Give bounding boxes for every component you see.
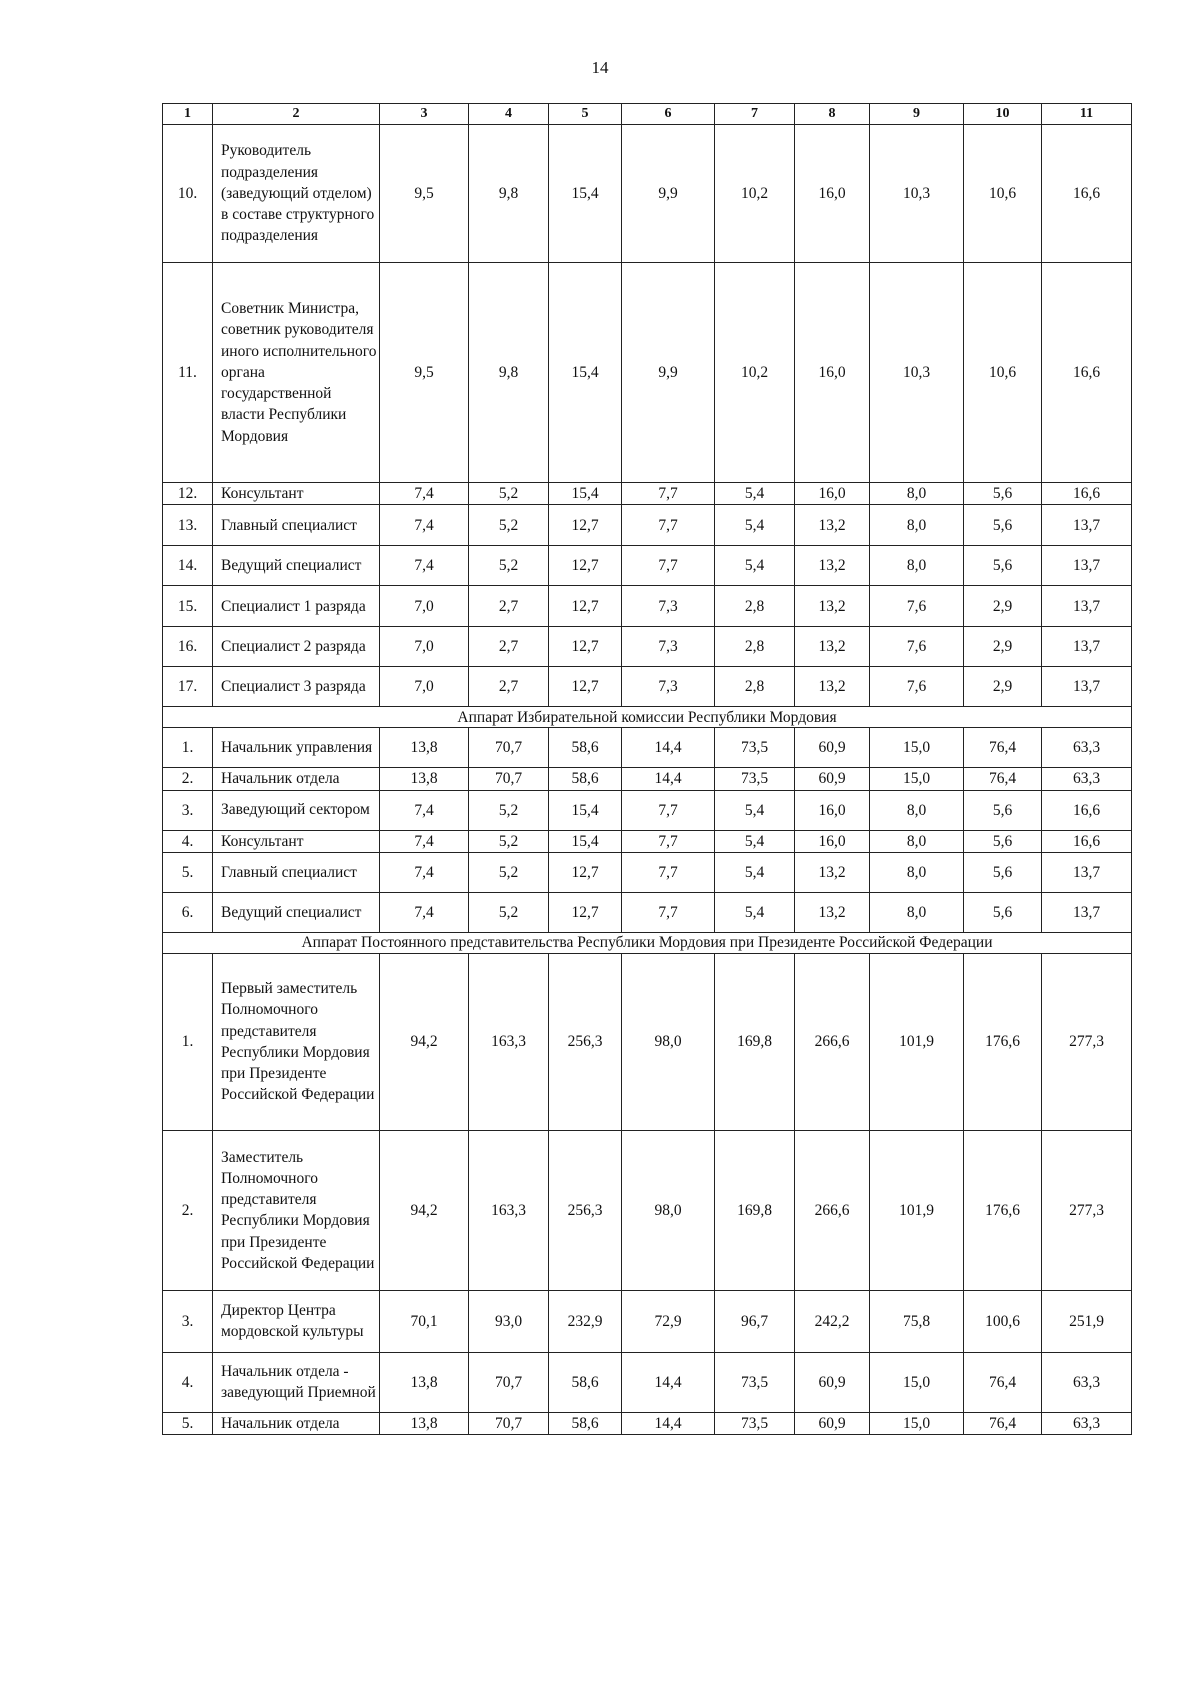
value-cell: 266,6 bbox=[795, 953, 870, 1130]
table-row bbox=[163, 728, 1132, 768]
value-cell: 5,6 bbox=[964, 505, 1042, 546]
value-cell: 15,0 bbox=[870, 1412, 964, 1434]
value-cell: 242,2 bbox=[795, 1290, 870, 1352]
value-cell: 72,9 bbox=[622, 1290, 715, 1352]
position-name: Начальник отдела bbox=[213, 768, 380, 790]
value-cell: 94,2 bbox=[380, 953, 469, 1130]
value-cell: 7,6 bbox=[870, 667, 964, 707]
value-cell: 163,3 bbox=[469, 953, 549, 1130]
value-cell: 13,7 bbox=[1042, 505, 1132, 546]
value-cell: 14,4 bbox=[622, 1352, 715, 1412]
value-cell: 12,7 bbox=[549, 586, 622, 627]
value-cell: 13,2 bbox=[795, 852, 870, 892]
value-cell: 2,7 bbox=[469, 586, 549, 627]
value-cell: 15,0 bbox=[870, 728, 964, 768]
position-name: Специалист 2 разряда bbox=[213, 627, 380, 667]
value-cell: 58,6 bbox=[549, 1352, 622, 1412]
value-cell: 5,4 bbox=[715, 892, 795, 932]
position-name: Специалист 3 разряда bbox=[213, 667, 380, 707]
value-cell: 8,0 bbox=[870, 892, 964, 932]
value-cell: 13,8 bbox=[380, 768, 469, 790]
row-number: 11. bbox=[163, 263, 213, 483]
position-name: Ведущий специалист bbox=[213, 546, 380, 586]
value-cell: 73,5 bbox=[715, 728, 795, 768]
value-cell: 63,3 bbox=[1042, 1412, 1132, 1434]
value-cell: 13,2 bbox=[795, 546, 870, 586]
table-row bbox=[163, 505, 1132, 546]
value-cell: 100,6 bbox=[964, 1290, 1042, 1352]
position-name: Консультант bbox=[213, 483, 380, 505]
value-cell: 7,6 bbox=[870, 627, 964, 667]
value-cell: 7,7 bbox=[622, 852, 715, 892]
row-number: 5. bbox=[163, 852, 213, 892]
table-row bbox=[163, 586, 1132, 627]
value-cell: 2,7 bbox=[469, 627, 549, 667]
value-cell: 16,6 bbox=[1042, 263, 1132, 483]
value-cell: 7,4 bbox=[380, 505, 469, 546]
value-cell: 14,4 bbox=[622, 768, 715, 790]
value-cell: 5,6 bbox=[964, 830, 1042, 852]
row-number: 15. bbox=[163, 586, 213, 627]
value-cell: 12,7 bbox=[549, 667, 622, 707]
value-cell: 60,9 bbox=[795, 1352, 870, 1412]
row-number: 5. bbox=[163, 1412, 213, 1434]
value-cell: 163,3 bbox=[469, 1130, 549, 1290]
value-cell: 5,2 bbox=[469, 892, 549, 932]
row-number: 1. bbox=[163, 953, 213, 1130]
column-number-header: 6 bbox=[622, 104, 715, 125]
position-name: Советник Министра, советник руководителя иного исполнительного органа государственной власти Республики Мордовия bbox=[213, 263, 380, 483]
value-cell: 14,4 bbox=[622, 1412, 715, 1434]
value-cell: 5,2 bbox=[469, 483, 549, 505]
row-number: 1. bbox=[163, 728, 213, 768]
value-cell: 16,0 bbox=[795, 263, 870, 483]
position-name: Главный специалист bbox=[213, 852, 380, 892]
position-name: Консультант bbox=[213, 830, 380, 852]
value-cell: 101,9 bbox=[870, 1130, 964, 1290]
value-cell: 9,8 bbox=[469, 263, 549, 483]
value-cell: 13,2 bbox=[795, 892, 870, 932]
value-cell: 60,9 bbox=[795, 1412, 870, 1434]
value-cell: 5,4 bbox=[715, 483, 795, 505]
value-cell: 76,4 bbox=[964, 728, 1042, 768]
value-cell: 16,6 bbox=[1042, 483, 1132, 505]
value-cell: 13,7 bbox=[1042, 586, 1132, 627]
value-cell: 10,3 bbox=[870, 263, 964, 483]
table-row bbox=[163, 483, 1132, 505]
value-cell: 15,4 bbox=[549, 125, 622, 263]
value-cell: 266,6 bbox=[795, 1130, 870, 1290]
value-cell: 15,0 bbox=[870, 768, 964, 790]
value-cell: 93,0 bbox=[469, 1290, 549, 1352]
salary-table bbox=[162, 103, 1132, 1435]
position-name: Ведущий специалист bbox=[213, 892, 380, 932]
value-cell: 7,7 bbox=[622, 790, 715, 830]
value-cell: 5,2 bbox=[469, 790, 549, 830]
value-cell: 10,2 bbox=[715, 125, 795, 263]
value-cell: 2,7 bbox=[469, 667, 549, 707]
value-cell: 5,4 bbox=[715, 546, 795, 586]
value-cell: 232,9 bbox=[549, 1290, 622, 1352]
value-cell: 70,7 bbox=[469, 728, 549, 768]
value-cell: 2,8 bbox=[715, 667, 795, 707]
value-cell: 10,6 bbox=[964, 125, 1042, 263]
value-cell: 2,8 bbox=[715, 627, 795, 667]
value-cell: 169,8 bbox=[715, 1130, 795, 1290]
value-cell: 12,7 bbox=[549, 505, 622, 546]
table-row bbox=[163, 667, 1132, 707]
position-name: Главный специалист bbox=[213, 505, 380, 546]
value-cell: 7,7 bbox=[622, 892, 715, 932]
value-cell: 5,2 bbox=[469, 830, 549, 852]
table-row bbox=[163, 852, 1132, 892]
value-cell: 13,8 bbox=[380, 1412, 469, 1434]
value-cell: 15,4 bbox=[549, 263, 622, 483]
section-title: Аппарат Избирательной комиссии Республики Мордовия bbox=[163, 707, 1132, 728]
value-cell: 13,7 bbox=[1042, 892, 1132, 932]
value-cell: 5,6 bbox=[964, 790, 1042, 830]
column-number-header: 7 bbox=[715, 104, 795, 125]
value-cell: 8,0 bbox=[870, 483, 964, 505]
value-cell: 13,7 bbox=[1042, 546, 1132, 586]
column-number-header: 4 bbox=[469, 104, 549, 125]
value-cell: 7,7 bbox=[622, 830, 715, 852]
row-number: 6. bbox=[163, 892, 213, 932]
value-cell: 13,8 bbox=[380, 1352, 469, 1412]
value-cell: 2,8 bbox=[715, 586, 795, 627]
value-cell: 176,6 bbox=[964, 1130, 1042, 1290]
value-cell: 15,0 bbox=[870, 1352, 964, 1412]
value-cell: 7,6 bbox=[870, 586, 964, 627]
value-cell: 176,6 bbox=[964, 953, 1042, 1130]
value-cell: 7,4 bbox=[380, 852, 469, 892]
row-number: 2. bbox=[163, 1130, 213, 1290]
value-cell: 9,9 bbox=[622, 263, 715, 483]
value-cell: 9,9 bbox=[622, 125, 715, 263]
value-cell: 5,4 bbox=[715, 505, 795, 546]
value-cell: 58,6 bbox=[549, 768, 622, 790]
value-cell: 12,7 bbox=[549, 627, 622, 667]
value-cell: 5,2 bbox=[469, 546, 549, 586]
value-cell: 13,7 bbox=[1042, 627, 1132, 667]
value-cell: 70,7 bbox=[469, 1412, 549, 1434]
value-cell: 169,8 bbox=[715, 953, 795, 1130]
position-name: Первый заместитель Полномочного представителя Республики Мордовия при Президенте Российской Федерации bbox=[213, 953, 380, 1130]
value-cell: 5,2 bbox=[469, 852, 549, 892]
section-header-row bbox=[163, 707, 1132, 728]
value-cell: 2,9 bbox=[964, 586, 1042, 627]
value-cell: 256,3 bbox=[549, 1130, 622, 1290]
table-row bbox=[163, 768, 1132, 790]
value-cell: 14,4 bbox=[622, 728, 715, 768]
value-cell: 73,5 bbox=[715, 1352, 795, 1412]
column-number-header: 11 bbox=[1042, 104, 1132, 125]
value-cell: 7,4 bbox=[380, 483, 469, 505]
value-cell: 63,3 bbox=[1042, 728, 1132, 768]
row-number: 3. bbox=[163, 790, 213, 830]
row-number: 10. bbox=[163, 125, 213, 263]
row-number: 17. bbox=[163, 667, 213, 707]
value-cell: 60,9 bbox=[795, 768, 870, 790]
column-number-header: 10 bbox=[964, 104, 1042, 125]
value-cell: 12,7 bbox=[549, 852, 622, 892]
value-cell: 16,0 bbox=[795, 790, 870, 830]
value-cell: 5,4 bbox=[715, 852, 795, 892]
value-cell: 10,6 bbox=[964, 263, 1042, 483]
table-row bbox=[163, 1352, 1132, 1412]
value-cell: 15,4 bbox=[549, 483, 622, 505]
table-row bbox=[163, 892, 1132, 932]
value-cell: 2,9 bbox=[964, 667, 1042, 707]
column-number-header: 8 bbox=[795, 104, 870, 125]
value-cell: 76,4 bbox=[964, 1412, 1042, 1434]
column-number-header: 5 bbox=[549, 104, 622, 125]
value-cell: 5,6 bbox=[964, 852, 1042, 892]
value-cell: 16,6 bbox=[1042, 125, 1132, 263]
value-cell: 98,0 bbox=[622, 953, 715, 1130]
value-cell: 15,4 bbox=[549, 830, 622, 852]
column-number-row bbox=[163, 104, 1132, 125]
row-number: 4. bbox=[163, 830, 213, 852]
value-cell: 8,0 bbox=[870, 546, 964, 586]
table-row bbox=[163, 263, 1132, 483]
value-cell: 7,3 bbox=[622, 667, 715, 707]
table-row bbox=[163, 1130, 1132, 1290]
value-cell: 8,0 bbox=[870, 790, 964, 830]
section-header-row bbox=[163, 932, 1132, 953]
value-cell: 70,7 bbox=[469, 1352, 549, 1412]
value-cell: 73,5 bbox=[715, 1412, 795, 1434]
position-name: Специалист 1 разряда bbox=[213, 586, 380, 627]
section-title: Аппарат Постоянного представительства Республики Мордовия при Президенте Российской Федерации bbox=[163, 932, 1132, 953]
value-cell: 5,6 bbox=[964, 892, 1042, 932]
column-number-header: 9 bbox=[870, 104, 964, 125]
value-cell: 13,2 bbox=[795, 627, 870, 667]
value-cell: 277,3 bbox=[1042, 953, 1132, 1130]
value-cell: 9,5 bbox=[380, 125, 469, 263]
table-row bbox=[163, 1412, 1132, 1434]
value-cell: 70,1 bbox=[380, 1290, 469, 1352]
position-name: Начальник управления bbox=[213, 728, 380, 768]
value-cell: 94,2 bbox=[380, 1130, 469, 1290]
value-cell: 7,0 bbox=[380, 586, 469, 627]
value-cell: 251,9 bbox=[1042, 1290, 1132, 1352]
value-cell: 5,6 bbox=[964, 546, 1042, 586]
value-cell: 256,3 bbox=[549, 953, 622, 1130]
value-cell: 58,6 bbox=[549, 1412, 622, 1434]
value-cell: 13,2 bbox=[795, 586, 870, 627]
value-cell: 7,3 bbox=[622, 586, 715, 627]
value-cell: 7,7 bbox=[622, 483, 715, 505]
value-cell: 12,7 bbox=[549, 892, 622, 932]
value-cell: 16,6 bbox=[1042, 830, 1132, 852]
column-number-header: 1 bbox=[163, 104, 213, 125]
row-number: 4. bbox=[163, 1352, 213, 1412]
value-cell: 8,0 bbox=[870, 830, 964, 852]
value-cell: 13,2 bbox=[795, 505, 870, 546]
value-cell: 8,0 bbox=[870, 505, 964, 546]
value-cell: 98,0 bbox=[622, 1130, 715, 1290]
value-cell: 7,7 bbox=[622, 546, 715, 586]
value-cell: 5,4 bbox=[715, 790, 795, 830]
value-cell: 73,5 bbox=[715, 768, 795, 790]
page-number: 14 bbox=[591, 58, 609, 77]
row-number: 3. bbox=[163, 1290, 213, 1352]
value-cell: 5,2 bbox=[469, 505, 549, 546]
value-cell: 8,0 bbox=[870, 852, 964, 892]
value-cell: 277,3 bbox=[1042, 1130, 1132, 1290]
value-cell: 13,2 bbox=[795, 667, 870, 707]
value-cell: 58,6 bbox=[549, 728, 622, 768]
table-row bbox=[163, 125, 1132, 263]
value-cell: 9,5 bbox=[380, 263, 469, 483]
table-row bbox=[163, 953, 1132, 1130]
position-name: Заведующий сектором bbox=[213, 790, 380, 830]
value-cell: 7,4 bbox=[380, 790, 469, 830]
value-cell: 70,7 bbox=[469, 768, 549, 790]
value-cell: 16,0 bbox=[795, 830, 870, 852]
value-cell: 9,8 bbox=[469, 125, 549, 263]
value-cell: 10,2 bbox=[715, 263, 795, 483]
value-cell: 5,6 bbox=[964, 483, 1042, 505]
position-name: Директор Центра мордовской культуры bbox=[213, 1290, 380, 1352]
value-cell: 5,4 bbox=[715, 830, 795, 852]
value-cell: 15,4 bbox=[549, 790, 622, 830]
value-cell: 12,7 bbox=[549, 546, 622, 586]
position-name: Начальник отдела - заведующий Приемной bbox=[213, 1352, 380, 1412]
table-row bbox=[163, 790, 1132, 830]
table-row bbox=[163, 627, 1132, 667]
value-cell: 16,0 bbox=[795, 125, 870, 263]
value-cell: 75,8 bbox=[870, 1290, 964, 1352]
value-cell: 13,7 bbox=[1042, 667, 1132, 707]
table-row bbox=[163, 546, 1132, 586]
row-number: 12. bbox=[163, 483, 213, 505]
value-cell: 7,4 bbox=[380, 546, 469, 586]
row-number: 14. bbox=[163, 546, 213, 586]
value-cell: 63,3 bbox=[1042, 1352, 1132, 1412]
value-cell: 7,0 bbox=[380, 627, 469, 667]
value-cell: 7,7 bbox=[622, 505, 715, 546]
position-name: Начальник отдела bbox=[213, 1412, 380, 1434]
value-cell: 2,9 bbox=[964, 627, 1042, 667]
value-cell: 7,0 bbox=[380, 667, 469, 707]
value-cell: 16,0 bbox=[795, 483, 870, 505]
position-name: Заместитель Полномочного представителя Республики Мордовия при Президенте Российской Федерации bbox=[213, 1130, 380, 1290]
row-number: 2. bbox=[163, 768, 213, 790]
value-cell: 63,3 bbox=[1042, 768, 1132, 790]
value-cell: 7,4 bbox=[380, 830, 469, 852]
value-cell: 16,6 bbox=[1042, 790, 1132, 830]
value-cell: 7,3 bbox=[622, 627, 715, 667]
column-number-header: 2 bbox=[213, 104, 380, 125]
value-cell: 76,4 bbox=[964, 1352, 1042, 1412]
table-row bbox=[163, 830, 1132, 852]
position-name: Руководитель подразделения (заведующий отделом) в составе структурного подразделения bbox=[213, 125, 380, 263]
value-cell: 7,4 bbox=[380, 892, 469, 932]
value-cell: 101,9 bbox=[870, 953, 964, 1130]
column-number-header: 3 bbox=[380, 104, 469, 125]
value-cell: 96,7 bbox=[715, 1290, 795, 1352]
value-cell: 13,8 bbox=[380, 728, 469, 768]
value-cell: 60,9 bbox=[795, 728, 870, 768]
row-number: 13. bbox=[163, 505, 213, 546]
value-cell: 76,4 bbox=[964, 768, 1042, 790]
table-row bbox=[163, 1290, 1132, 1352]
row-number: 16. bbox=[163, 627, 213, 667]
value-cell: 13,7 bbox=[1042, 852, 1132, 892]
value-cell: 10,3 bbox=[870, 125, 964, 263]
